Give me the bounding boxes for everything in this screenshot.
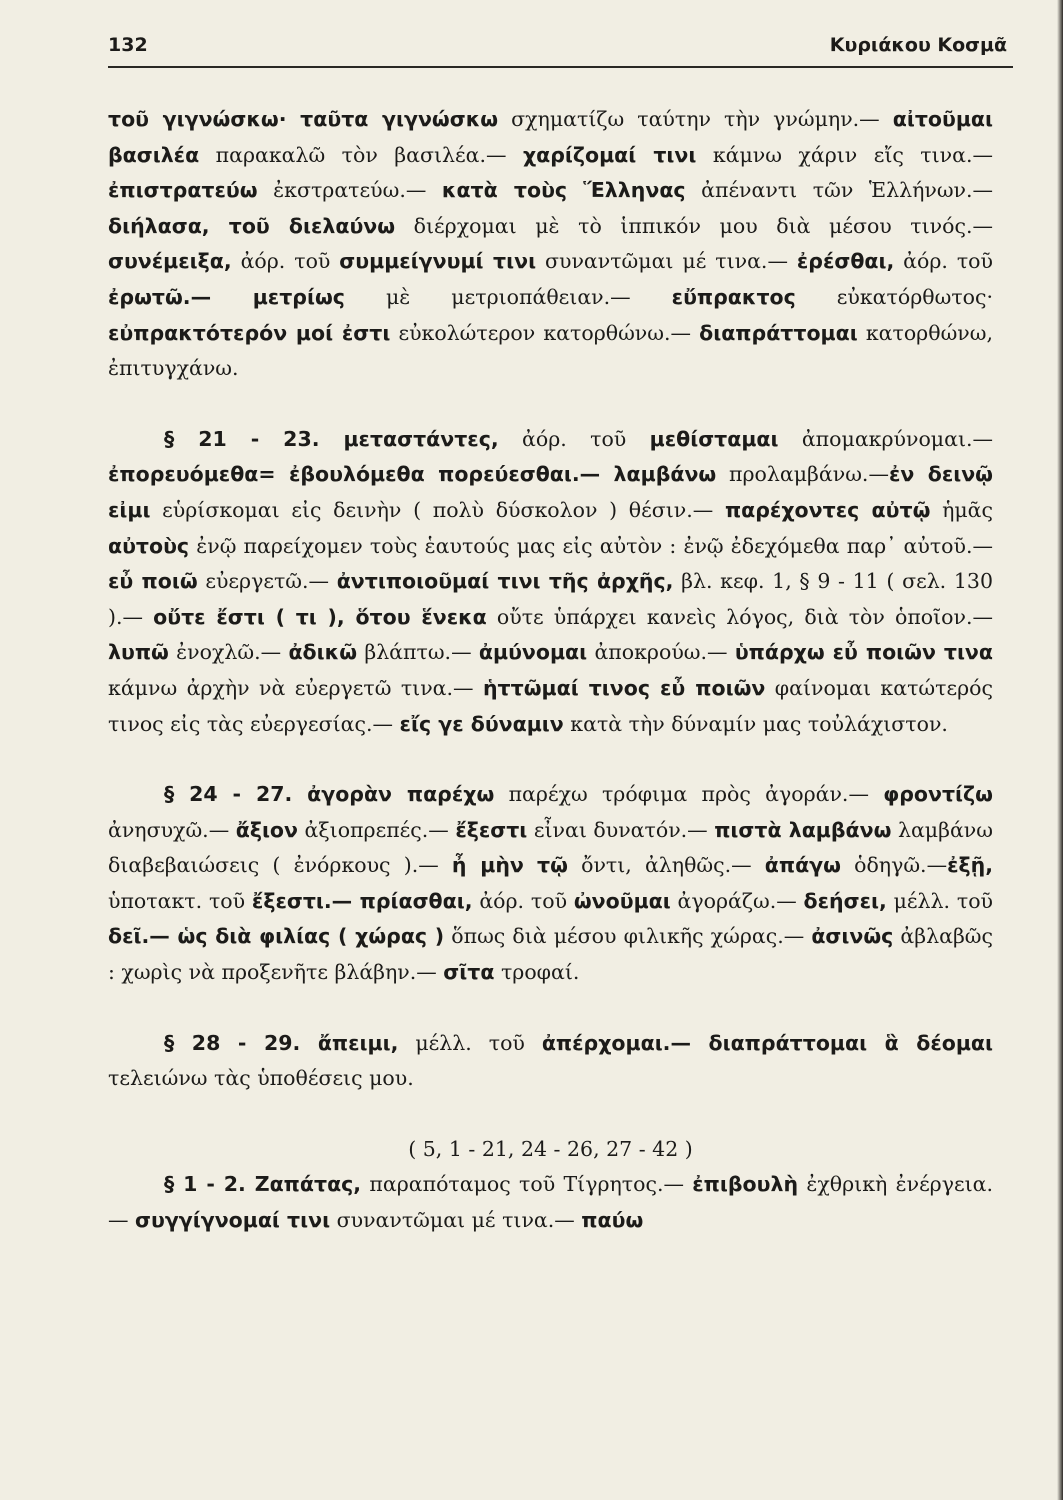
- gloss-text: ὑποτακτ. τοῦ: [108, 888, 252, 913]
- gloss-text: ἡμᾶς: [930, 497, 993, 522]
- lemma-bold: ἐπιστρατεύω: [108, 178, 258, 203]
- gloss-text: βλ. κεφ. 1, § 9 - 11 ( σελ. 130 ).—: [108, 569, 994, 629]
- lemma-bold: μεθίσταμαι: [649, 426, 779, 451]
- gloss-text: λαμβάνω διαβεβαιώσεις ( ἐνόρκους ).—: [108, 817, 993, 878]
- lemma-bold: φροντίζω: [883, 782, 993, 807]
- gloss-text: ἀβλαβῶς : χωρὶς νὰ προξενῆτε βλάβην.—: [108, 924, 993, 985]
- gloss-text: εὑρίσκομαι εἰς δεινὴν ( πολὺ δύσκολον ) θέσιν.—: [150, 497, 725, 522]
- gloss-text: ἀόρ. τοῦ: [231, 249, 340, 274]
- gloss-text: ἀγοράζω.—: [670, 888, 804, 913]
- lemma-bold: διήλασα, τοῦ διελαύνω: [108, 213, 396, 238]
- lemma-bold: συνέμειξα,: [108, 249, 232, 274]
- lemma-bold: ἔξεστι: [455, 817, 528, 842]
- gloss-text: παρέχω τρόφιμα πρὸς ἀγοράν.—: [494, 782, 884, 807]
- page-header: [108, 34, 1007, 66]
- gloss-text: ἀνησυχῶ.—: [108, 817, 236, 842]
- gloss-text: φαίνομαι κατώτερός τινος εἰς τὰς εὐεργεσίας.—: [108, 675, 993, 736]
- gloss-text: ἀόρ. τοῦ: [498, 426, 650, 451]
- lemma-bold: ἐρωτῶ.— μετρίως: [108, 284, 345, 309]
- gloss-text: συναντῶμαι μέ τινα.—: [536, 249, 797, 274]
- gloss-text: βλάπτω.—: [357, 640, 479, 665]
- gloss-text: σχηματίζω ταύτην τὴν γνώμην.—: [498, 107, 893, 131]
- lemma-bold: εὔπρακτος: [671, 284, 796, 309]
- lemma-bold: ἔξεστι.— πρίασθαι,: [251, 888, 473, 913]
- gloss-text: ἀόρ. τοῦ: [472, 888, 574, 913]
- lemma-bold: διαπράττομαι: [699, 320, 858, 345]
- gloss-text: διέρχομαι μὲ τὸ ἱππικόν μου διὰ μέσου τινός.—: [395, 213, 993, 238]
- gloss-text: ἐνοχλῶ.—: [168, 640, 289, 665]
- gloss-text: κάμνω ἀρχὴν νὰ εὐεργετῶ τινα.—: [108, 675, 483, 700]
- lemma-bold: δεήσει,: [803, 888, 887, 913]
- lemma-bold: § 1 - 2. Ζαπάτας,: [164, 1172, 362, 1197]
- paragraph: [108, 102, 993, 387]
- lemma-bold: δεῖ.— ὡς διὰ φιλίας ( χώρας ): [108, 924, 445, 949]
- lemma-bold: ἡττῶμαί τινος εὖ ποιῶν: [482, 675, 766, 700]
- gloss-text: κατὰ τὴν δύναμίν μας τοὐλάχιστον.: [563, 711, 948, 736]
- lemma-bold: ἀντιποιοῦμαί τινι τῆς ἀρχῆς,: [336, 569, 674, 594]
- gloss-text: μέλλ. τοῦ: [398, 1030, 542, 1055]
- lemma-bold: πιστὰ λαμβάνω: [714, 817, 892, 842]
- gloss-text: ( 5, 1 - 21, 24 - 26, 27 - 42 ): [408, 1136, 693, 1161]
- lemma-bold: § 24 - 27. ἀγορὰν παρέχω: [164, 782, 495, 807]
- paragraph: [108, 422, 993, 742]
- gloss-text: τροφαί.: [494, 960, 580, 985]
- gloss-text: ὅπως διὰ μέσου φιλικῆς χώρας.—: [444, 924, 812, 949]
- lemma-bold: εἴς γε δύναμιν: [399, 711, 564, 736]
- paragraph: [108, 1026, 993, 1097]
- page-edge-shadow: [1057, 0, 1063, 1500]
- gloss-text: ἐχθρικὴ ἐνέργεια.—: [108, 1172, 994, 1233]
- lemma-bold: εὐπρακτότερόν μοί ἐστι: [108, 320, 391, 345]
- gloss-text: συναντῶμαι μέ τινα.—: [330, 1208, 582, 1233]
- lemma-bold: ἐξῇ,: [947, 853, 993, 878]
- gloss-text: εὐκολώτερον κατορθώνω.—: [390, 320, 700, 345]
- gloss-text: εὐεργετῶ.—: [197, 569, 337, 594]
- page-body: [108, 102, 993, 1239]
- lemma-bold: παρέχοντες αὐτῷ: [724, 497, 931, 522]
- lemma-bold: § 21 - 23. μεταστάντες,: [164, 426, 499, 451]
- lemma-bold: ἀδικῶ: [288, 640, 358, 665]
- paragraph: [108, 1132, 993, 1168]
- lemma-bold: αὐτοὺς: [108, 533, 190, 558]
- lemma-bold: ἄξιον: [235, 817, 298, 842]
- gloss-text: προλαμβάνω.—: [716, 462, 889, 487]
- paragraph-gap: [108, 991, 993, 1026]
- gloss-text: ἀξιοπρεπές.—: [297, 817, 456, 842]
- gloss-text: μέλλ. τοῦ: [886, 888, 994, 913]
- gloss-text: ὁδηγῶ.—: [840, 853, 948, 878]
- paragraph-gap: [108, 387, 993, 422]
- lemma-bold: ὑπάρχω εὖ ποιῶν τινα: [734, 640, 993, 665]
- lemma-bold: τοῦ γιγνώσκω· ταῦτα γιγνώσκω: [108, 107, 499, 131]
- gloss-text: κάμνω χάριν εἴς τινα.—: [696, 142, 993, 167]
- gloss-text: εἶναι δυνατόν.—: [527, 817, 715, 842]
- lemma-bold: ἐπορευόμεθα= ἐβουλόμεθα πορεύεσθαι.— λαμβάνω: [108, 462, 717, 487]
- gloss-text: ἀπέναντι τῶν Ἑλλήνων.—: [685, 178, 994, 203]
- lemma-bold: τῷ: [537, 853, 568, 878]
- running-title: Κυριάκου Κοσμᾶ: [829, 34, 1007, 56]
- gloss-text: παρακαλῶ τὸν βασιλέα.—: [199, 142, 523, 167]
- lemma-bold: λυπῶ: [108, 640, 169, 665]
- gloss-text: ἐκστρατεύω.—: [257, 178, 442, 203]
- lemma-bold: εὖ ποιῶ: [108, 569, 198, 594]
- header-rule: [108, 66, 1013, 68]
- lemma-bold: ἀσινῶς: [811, 924, 894, 949]
- lemma-bold: ἀπάγω: [764, 853, 841, 878]
- paragraph: [108, 777, 993, 991]
- lemma-bold: σῖτα: [443, 960, 495, 985]
- gloss-text: ἐνῷ παρείχομεν τοὺς ἑαυτούς μας εἰς αὐτὸν : ἐνῷ ἐδεχόμεθα παρ᾽ αὐτοῦ.—: [189, 533, 993, 558]
- lemma-bold: ἐρέσθαι,: [796, 249, 895, 274]
- paragraph: [108, 1167, 993, 1238]
- page-number: 132: [108, 34, 148, 56]
- gloss-text: ἀποκρούω.—: [587, 640, 735, 665]
- gloss-text: παραπόταμος τοῦ Τίγρητος.—: [361, 1172, 693, 1197]
- gloss-text: ἀπομακρύνομαι.—: [778, 426, 994, 451]
- gloss-text: [524, 853, 537, 877]
- gloss-text: οὔτε ὑπάρχει κανεὶς λόγος, διὰ τὸν ὁποῖον.—: [486, 604, 993, 629]
- lemma-bold: οὔτε ἔστι ( τι ), ὅτου ἕνεκα: [153, 604, 487, 629]
- lemma-bold: ἐν δεινῷ εἰμι: [108, 462, 993, 522]
- lemma-bold: ἀμύνομαι: [478, 640, 588, 665]
- paragraph-gap: [108, 1097, 993, 1132]
- gloss-text: τελειώνω τὰς ὑποθέσεις μου.: [108, 1066, 414, 1091]
- lemma-bold: χαρίζομαί τινι: [522, 142, 697, 167]
- gloss-text: ἀόρ. τοῦ: [894, 249, 993, 274]
- gloss-text: εὐκατόρθωτος·: [795, 284, 994, 309]
- lemma-bold: ὠνοῦμαι: [573, 888, 671, 913]
- lemma-bold: § 28 - 29. ἄπειμι,: [164, 1030, 399, 1055]
- lemma-bold: κατὰ τοὺς Ἕλληνας: [441, 178, 686, 203]
- lemma-bold: συγγίγνομαί τινι: [135, 1208, 331, 1233]
- lemma-bold: ἦ μὴν: [451, 853, 524, 878]
- gloss-text: μὲ μετριοπάθειαν.—: [344, 284, 672, 309]
- lemma-bold: αἰτοῦμαι βασιλέα: [108, 107, 993, 167]
- lemma-bold: παύω: [581, 1208, 644, 1233]
- lemma-bold: ἀπέρχομαι.— διαπράττομαι ἃ δέομαι: [541, 1030, 993, 1055]
- gloss-text: ὄντι, ἀληθῶς.—: [567, 853, 765, 878]
- lemma-bold: ἐπιβουλὴ: [692, 1172, 799, 1197]
- gloss-text: κατορθώνω, ἐπιτυγχάνω.: [108, 320, 993, 381]
- lemma-bold: συμμείγνυμί τινι: [339, 249, 537, 274]
- paragraph-gap: [108, 742, 993, 777]
